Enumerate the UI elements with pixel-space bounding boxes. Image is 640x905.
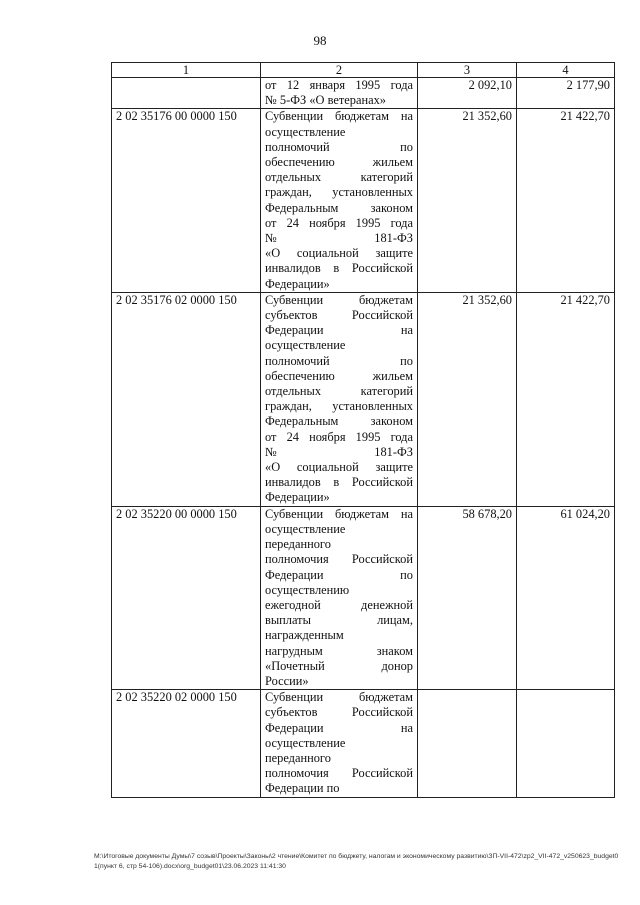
page-number: 98 [313,33,327,48]
description-line: Федерации по [265,781,340,796]
description-line: переданного [265,750,331,765]
document-path-footer: M:\Итоговые документы Думы\7 созыв\Проекты\Законы\2 чтение\Комитет по бюджету, налогам и экономическому развитию\ЗП-VII-472\zp2_VII-472_v250623_budget01(пункт 6, стр 54-106).docx\org_budget01\23.06.2023 11:41:30 [94,853,619,870]
amount-col3-cell: 2 092,10 [418,78,517,109]
description-line: полномочий по [265,353,413,368]
description-line: от 24 ноября 1995 года [265,429,413,444]
column-header-3: 3 [418,63,517,78]
description-line: Федерации по [265,567,413,582]
description-cell [261,109,418,292]
description-line: выплаты лицам, [265,613,413,628]
budget-code-cell [112,78,261,109]
description-line: России» [265,673,309,688]
budget-code-cell: 2 02 35176 02 0000 150 [112,292,261,506]
description-line: награжденным [265,628,344,643]
description-line: обеспечению жильем [265,155,413,170]
amount-col4-cell: 2 177,90 [517,78,615,109]
description-line: Федерации на [265,720,413,735]
description-line: полномочия Российской [265,766,413,781]
amount-col3-cell: 21 352,60 [418,109,517,292]
amount-col4-cell: 61 024,20 [517,506,615,689]
description-cell [261,78,418,109]
description-line: Субвенции бюджетам на [265,506,413,521]
amount-col4-cell: 21 422,70 [517,292,615,506]
description-line: субъектов Российской [265,308,413,323]
description-line: Федерации» [265,490,330,505]
amount-col4-cell [517,690,615,797]
budget-code-cell: 2 02 35220 00 0000 150 [112,506,261,689]
description-line: осуществление [265,735,346,750]
description-line: Федеральным законом [265,200,413,215]
description-line: обеспечению жильем [265,368,413,383]
description-line: № 181-ФЗ [265,444,413,459]
column-header-1: 1 [112,63,261,78]
budget-code-cell: 2 02 35220 02 0000 150 [112,690,261,797]
amount-col4-cell: 21 422,70 [517,109,615,292]
description-line: от 24 ноября 1995 года [265,215,413,230]
description-line: инвалидов в Российской [265,261,413,276]
description-cell [261,506,418,689]
description-line: «О социальной защите [265,246,413,261]
column-header-4: 4 [517,63,615,78]
table-row [112,690,615,797]
description-line: отдельных категорий [265,170,413,185]
description-line: Субвенции бюджетам [265,292,413,307]
description-line: № 181-ФЗ [265,231,413,246]
table-row [112,506,615,689]
column-header-2: 2 [261,63,418,78]
description-line: инвалидов в Российской [265,475,413,490]
description-line: отдельных категорий [265,384,413,399]
description-line: нагрудным знаком [265,643,413,658]
description-line: осуществление [265,124,346,139]
description-line: переданного [265,537,331,552]
description-line: граждан, установленных [265,399,413,414]
description-line: ежегодной денежной [265,597,413,612]
budget-code-cell: 2 02 35176 00 0000 150 [112,109,261,292]
table-row [112,78,615,109]
table-row [112,109,615,292]
description-line: граждан, установленных [265,185,413,200]
table-header-row [112,63,615,78]
description-line: осуществлению [265,582,350,597]
amount-col3-cell: 21 352,60 [418,292,517,506]
description-line: «Почетный донор [265,658,413,673]
description-line: осуществление [265,521,346,536]
description-line: Федерации» [265,276,330,291]
amount-col3-cell: 58 678,20 [418,506,517,689]
description-line: «О социальной защите [265,460,413,475]
description-line: полномочия Российской [265,552,413,567]
description-line: субъектов Российской [265,705,413,720]
description-line: от 12 января 1995 года [265,78,413,92]
description-line: осуществление [265,338,346,353]
description-cell [261,292,418,506]
description-line: Субвенции бюджетам [265,690,413,705]
description-cell [261,690,418,797]
description-line: полномочий по [265,139,413,154]
description-line: № 5-ФЗ «О ветеранах» [265,93,386,108]
description-line: Субвенции бюджетам на [265,109,413,124]
budget-table [111,62,615,798]
table-row [112,292,615,506]
amount-col3-cell [418,690,517,797]
description-line: Федерации на [265,323,413,338]
description-line: Федеральным законом [265,414,413,429]
